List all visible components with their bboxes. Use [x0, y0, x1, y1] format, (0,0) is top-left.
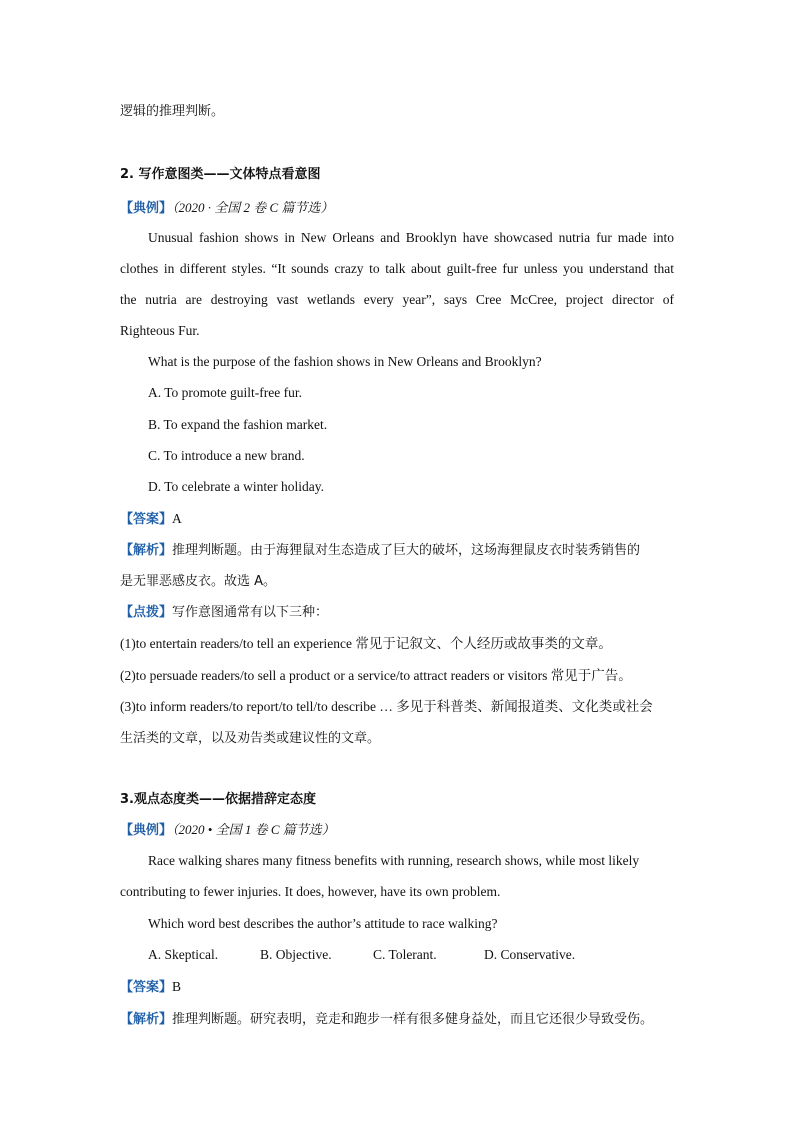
tip-item-2: (2)to persuade readers/to sell a product or a service/to attract readers or visitors 常见于广告。: [120, 668, 632, 683]
answer-tag: 【答案】: [120, 512, 173, 527]
tip-item-3: (3)to inform readers/to report/to tell/to describe … 多见于科普类、新闻报道类、文化类或社会: [120, 699, 653, 714]
section2-option-c: C. To introduce a new brand.: [148, 448, 305, 463]
section2-analysis-line-2: 是无罪恶感皮衣。故选 A。: [120, 574, 277, 589]
section2-tip: [120, 604, 328, 622]
section3-question: Which word best describes the author’s attitude to race walking?: [148, 916, 498, 931]
section3-option-b: B. Objective.: [260, 947, 332, 962]
section3-option-c: C. Tolerant.: [373, 947, 437, 962]
section2-answer: [120, 510, 182, 529]
section3-analysis-line-1: [120, 1011, 653, 1029]
section2-analysis-line-1: [120, 542, 640, 560]
section2-passage-line-2: clothes in different styles. “It sounds crazy to talk about guilt-free fur unless you understand that: [120, 261, 674, 276]
answer-value: A: [172, 511, 182, 526]
section3-options: [148, 946, 575, 964]
tip-item-3-cont: 生活类的文章，以及劝告类或建议性的文章。: [120, 731, 381, 746]
section2-heading: 2. 写作意图类——文体特点看意图: [120, 167, 321, 182]
section2-option-a: A. To promote guilt-free fur.: [148, 385, 303, 400]
section2-option-d: D. To celebrate a winter holiday.: [148, 479, 324, 494]
example-source: （2020 • 全国 1 卷 C 篇节选）: [172, 822, 335, 837]
analysis-tag: 【解析】: [120, 1012, 173, 1027]
section2-passage-line-3: the nutria are destroying vast wetlands every year”, says Cree McCree, project director of: [120, 292, 674, 307]
analysis-tag: 【解析】: [120, 543, 173, 558]
answer-tag: 【答案】: [120, 980, 173, 995]
section3-passage-line-2: contributing to fewer injuries. It does, however, have its own problem.: [120, 884, 501, 899]
tip-text: 写作意图通常有以下三种：: [172, 605, 329, 620]
analysis-text: 推理判断题。由于海狸鼠对生态造成了巨大的破坏，这场海狸鼠皮衣时装秀销售的: [172, 543, 641, 558]
section3-answer: [120, 978, 181, 997]
section3-option-d: D. Conservative.: [484, 947, 576, 962]
section3-passage-line-1: Race walking shares many fitness benefits with running, research shows, while most likely: [148, 853, 640, 868]
section2-passage-line-1: Unusual fashion shows in New Orleans and Brooklyn have showcased nutria fur made into: [148, 230, 674, 245]
analysis-text: 推理判断题。研究表明，竞走和跑步一样有很多健身益处，而且它还很少导致受伤。: [172, 1012, 654, 1027]
tip-tag: 【点拨】: [120, 605, 173, 620]
intro-tail: 逻辑的推理判断。: [120, 104, 225, 119]
example-tag: 【典例】: [120, 201, 173, 216]
section3-option-a: A. Skeptical.: [148, 947, 219, 962]
section3-example: [120, 821, 335, 840]
example-tag: 【典例】: [120, 823, 173, 838]
section2-option-b: B. To expand the fashion market.: [148, 417, 328, 432]
section2-example: [120, 199, 333, 218]
tip-item-1: (1)to entertain readers/to tell an experience 常见于记叙文、个人经历或故事类的文章。: [120, 636, 612, 651]
section3-heading: 3.观点态度类——依据措辞定态度: [120, 792, 316, 807]
example-source: （2020 · 全国 2 卷 C 篇节选）: [172, 200, 334, 215]
section2-passage-line-4: Righteous Fur.: [120, 323, 200, 338]
answer-value: B: [172, 979, 182, 994]
section2-question: What is the purpose of the fashion shows in New Orleans and Brooklyn?: [148, 354, 542, 369]
